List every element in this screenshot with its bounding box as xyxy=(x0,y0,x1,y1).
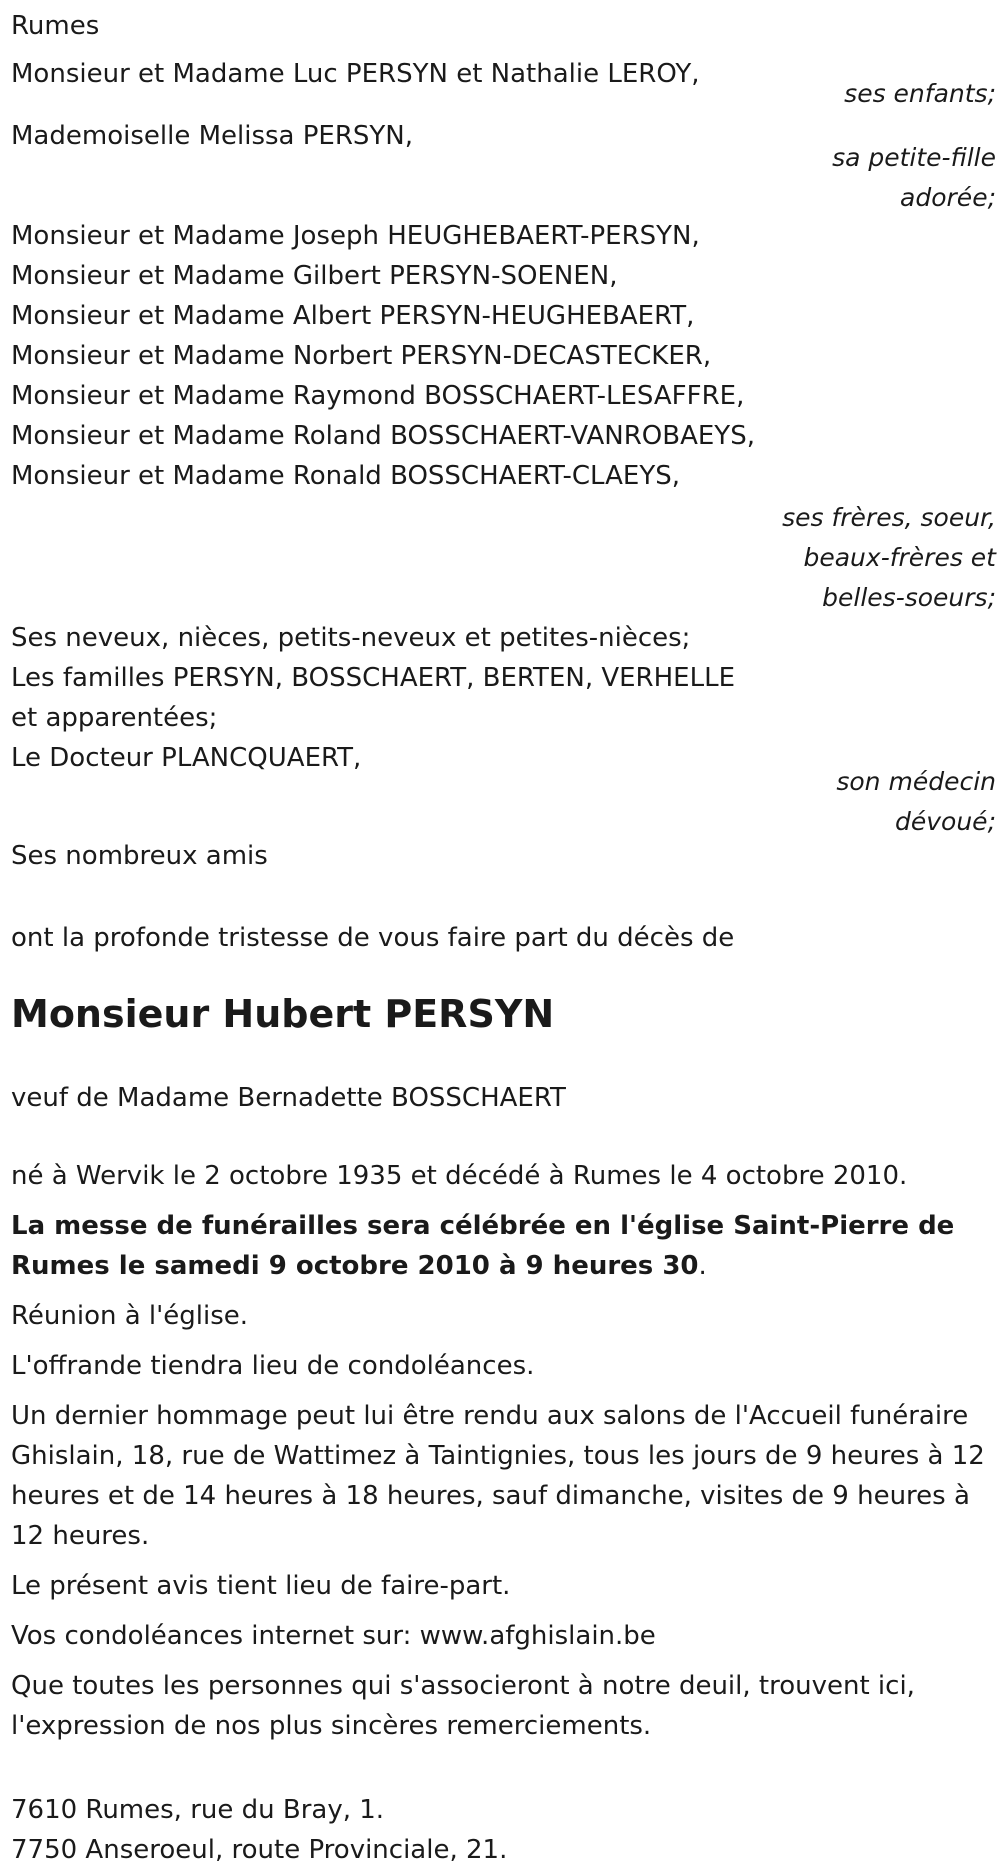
deceased-name: Monsieur Hubert PERSYN xyxy=(11,992,555,1036)
sibling-line: Monsieur et Madame Norbert PERSYN-DECASTECKER, xyxy=(11,341,712,371)
children-line: Monsieur et Madame Luc PERSYN et Nathalie LEROY, xyxy=(11,59,700,89)
condolences-line: Vos condoléances internet sur: www.afghislain.be xyxy=(11,1621,656,1651)
thanks-paragraph: Que toutes les personnes qui s'associeront à notre deuil, trouvent ici, l'expression de nos plus sincères remerciements. xyxy=(11,1671,915,1741)
sibling-line: Monsieur et Madame Albert PERSYN-HEUGHEBAERT, xyxy=(11,301,695,331)
sibling-line: Monsieur et Madame Ronald BOSSCHAERT-CLAEYS, xyxy=(11,461,680,491)
granddaughter-line: Mademoiselle Melissa PERSYN, xyxy=(11,121,414,151)
siblings-role-3: belles-soeurs; xyxy=(822,583,996,612)
funeral-mass-end: . xyxy=(698,1251,707,1281)
doctor-role-1: son médecin xyxy=(836,767,996,796)
sibling-line: Monsieur et Madame Raymond BOSSCHAERT-LESAFFRE, xyxy=(11,381,745,411)
granddaughter-role-2: adorée; xyxy=(900,183,996,212)
address-line: 7610 Rumes, rue du Bray, 1. xyxy=(11,1795,385,1825)
location-heading: Rumes xyxy=(11,11,100,41)
sibling-line: Monsieur et Madame Roland BOSSCHAERT-VANROBAEYS, xyxy=(11,421,755,451)
tribute-paragraph: Un dernier hommage peut lui être rendu aux salons de l'Accueil funéraire Ghislain, 18, rue de Wattimez à Taintignies, tous les jours de 9 heures à 12 heures et de 14 heures à 18 heures, sauf dimanche, visites de 9 heures à 12 heures. xyxy=(11,1401,985,1551)
offering-line: L'offrande tiendra lieu de condoléances. xyxy=(11,1351,535,1381)
families-line-1: Les familles PERSYN, BOSSCHAERT, BERTEN, VERHELLE xyxy=(11,663,736,693)
announcement-line: ont la profonde tristesse de vous faire part du décès de xyxy=(11,923,735,953)
obituary-notice xyxy=(11,0,996,1870)
widower-line: veuf de Madame Bernadette BOSSCHAERT xyxy=(11,1083,566,1113)
families-line-2: et apparentées; xyxy=(11,703,218,733)
notice-line: Le présent avis tient lieu de faire-part. xyxy=(11,1571,511,1601)
doctor-line: Le Docteur PLANCQUAERT, xyxy=(11,743,362,773)
funeral-mass-paragraph xyxy=(11,1206,971,1286)
siblings-role-2: beaux-frères et xyxy=(803,543,996,572)
doctor-block xyxy=(11,738,996,842)
sibling-line: Monsieur et Madame Joseph HEUGHEBAERT-PERSYN, xyxy=(11,221,700,251)
siblings-block xyxy=(11,216,996,618)
birth-death-line: né à Wervik le 2 octobre 1935 et décédé à Rumes le 4 octobre 2010. xyxy=(11,1161,908,1191)
doctor-role-2: dévoué; xyxy=(895,807,996,836)
granddaughter-role-1: sa petite-fille xyxy=(832,143,996,172)
meeting-line: Réunion à l'église. xyxy=(11,1301,249,1331)
address-line: 7750 Anseroeul, route Provinciale, 21. xyxy=(11,1835,508,1865)
friends-line: Ses nombreux amis xyxy=(11,841,268,871)
siblings-role-1: ses frères, soeur, xyxy=(782,503,996,532)
children-role: ses enfants; xyxy=(844,79,996,108)
granddaughter-block xyxy=(11,116,996,216)
sibling-line: Monsieur et Madame Gilbert PERSYN-SOENEN, xyxy=(11,261,618,291)
children-block xyxy=(11,54,996,114)
nephews-line: Ses neveux, nièces, petits-neveux et petites-nièces; xyxy=(11,623,691,653)
funeral-mass-text: La messe de funérailles sera célébrée en l'église Saint-Pierre de Rumes le samedi 9 octobre 2010 à 9 heures 30 xyxy=(11,1211,955,1281)
